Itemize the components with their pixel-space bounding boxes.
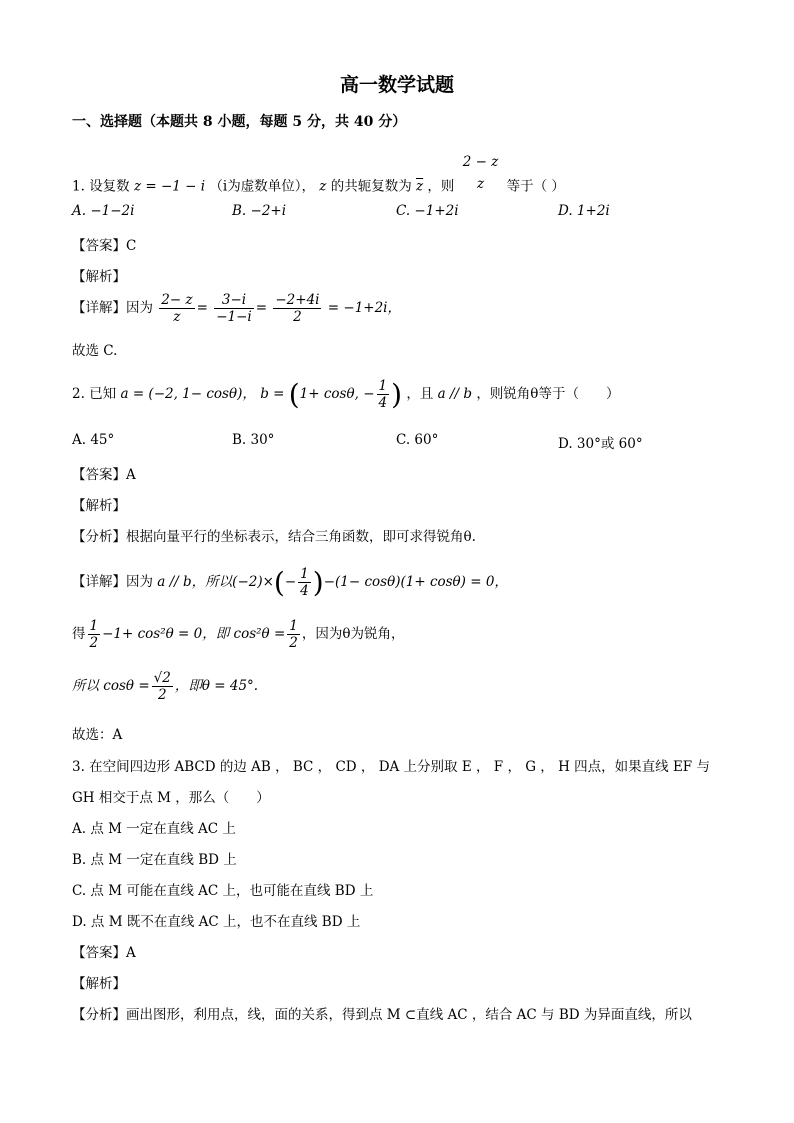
paren-close: ) [312,566,324,599]
q2-b-close: ) [391,378,403,411]
answer-value: A [126,945,136,961]
q2-step2-frac-2: $\frac{1}{2}$ [289,618,298,651]
q1-fraction [461,154,501,192]
q3-line-1: 3. 在空间四边形 ABCD 的边 AB ， BC ， CD ， DA 上分别取 E ， F ， G ， H 四点，如果直线 EF 与 [72,759,710,775]
q2-detail-line-2 [72,618,405,651]
q2-b-frac: $\frac{1}{4}$ [378,378,388,411]
q3-option-c: C. 点 M 可能在直线 AC 上，也可能在直线 BD 上 [72,883,374,899]
q2-detail-parallel: a // b [157,574,192,590]
q1-option-b: B. −2+i [232,203,287,219]
q2-detail-b: ，所以(−2)× [191,574,274,590]
q2-b-open: ( [288,378,300,411]
q1-detail-frac-3: $\frac{-2+4i}{2}$ [275,292,320,325]
q1-option-a: A. −1−2i [72,203,135,219]
q2-step3-frac: $\frac{√2}{2}$ [153,670,171,703]
q2-fenxi [72,525,476,545]
q2-option-c: C. 60° [396,432,439,448]
q1-detail-frac-2: $\frac{3-i}{-1-i}$ [216,292,252,325]
q2-step2-frac-1: $\frac{1}{2}$ [89,618,99,651]
q1-frac-den: z [476,176,485,192]
page-title: 高一数学试题 [339,74,454,96]
q3-option-d: D. 点 M 既不在直线 AC 上，也不在直线 BD 上 [72,914,361,930]
q3-line-2: GH 相交于点 M ，那么（ ） [72,790,270,806]
q1-text-b: （i为虚数单位）， [209,178,315,195]
question-2 [72,378,619,411]
q1-text-a: 设复数 [89,178,130,195]
q2-options [72,432,722,452]
q1-z: z [319,178,327,195]
q2-text-b: ，且 [406,386,434,402]
fenxi-text: 根据向量平行的坐标表示，结合三角函数，即可求得锐角θ. [126,529,476,545]
q2-detail-line-3 [72,670,258,703]
question-1 [72,154,565,206]
q3-answer [72,941,136,961]
q1-analysis-label: 【解析】 [72,269,126,285]
detail-text: 因为 [126,300,153,316]
q2-analysis-label: 【解析】 [72,498,126,514]
q1-detail: 【详解】因为 $\frac{2- z}{z}$ = $\frac{3-i}{-1-i}$ = $\frac{-2+4i}{2}$ = −1+2i， [72,292,402,325]
q1-conclusion: 故选 C. [72,343,118,359]
answer-label: 【答案】 [72,945,126,961]
q2-answer [72,463,136,483]
fenxi-text: 画出图形，利用点，线，面的关系，得到点 M ⊂直线 AC ，结合 AC 与 BD 为异面直线，所以 [126,1007,692,1023]
q1-option-c: C. −1+2i [396,203,459,219]
q1-detail-end: = −1+2i， [327,300,402,316]
q1-number: 1. [72,178,85,195]
q3-fenxi [72,1003,692,1023]
q2-text-c: ，则锐角θ等于（ ） [476,386,620,402]
fenxi-label: 【分析】 [72,1007,126,1023]
q2-text-a: 已知 [89,386,117,402]
answer-label: 【答案】 [72,467,126,483]
q2-a-expr: a = (−2, 1− cosθ)， [120,386,256,402]
q1-frac-num: 2 − z [462,154,499,170]
q2-detail-c: −(1− cosθ)(1+ cosθ) = 0， [323,574,508,590]
q2-step3-a: 所以 cosθ = [72,678,150,694]
q2-b-pre: b = [260,386,285,402]
q2-step2-b: −1+ cos²θ = 0，即 cos²θ = [102,626,286,642]
q1-z-eq: z = −1 − i [133,178,206,195]
q2-parallel: a // b [437,386,473,402]
q2-step2-c: ，因为θ为锐角， [301,626,405,642]
section-heading: 一、选择题（本题共 8 小题，每题 5 分，共 40 分） [72,114,407,130]
q2-detail-frac: $\frac{1}{4}$ [300,566,309,599]
paren-open: ( [273,566,285,599]
q1-option-d: D. 1+2i [558,203,610,219]
step2-text: 得 [72,626,86,642]
q1-zbar: $\overline{z}$ [416,178,424,195]
answer-label: 【答案】 [72,238,126,254]
q1-options [72,203,722,223]
q1-text-d: ，则 [427,178,455,195]
q1-text-c: 的共轭复数为 [330,178,412,195]
detail-text: 因为 [126,574,153,590]
q1-text-e: 等于（ ） [506,178,565,195]
q2-b-inner: 1+ cosθ, − [299,386,375,402]
q2-number: 2. [72,386,85,402]
q2-detail-line-1: 【详解】因为 a // b，所以(−2)×(− $\frac{1}{4}$ )−(1− cosθ)(1+ cosθ) = 0， [72,566,508,599]
q2-option-d: D. 30°或 60° [558,436,643,452]
q2-step3-b: ，即θ = 45°. [174,678,259,694]
detail-label: 【详解】 [72,300,126,316]
fenxi-label: 【分析】 [72,529,126,545]
q1-answer [72,234,136,254]
q3-analysis-label: 【解析】 [72,976,126,992]
q2-conclusion: 故选：A [72,727,123,743]
q2-option-b: B. 30° [232,432,275,448]
q2-option-a: A. 45° [72,432,115,448]
answer-value: C [126,238,137,254]
detail-label: 【详解】 [72,574,126,590]
q3-option-a: A. 点 M 一定在直线 AC 上 [72,821,236,837]
answer-value: A [126,467,136,483]
q1-detail-frac-1: $\frac{2- z}{z}$ [161,292,193,325]
q3-option-b: B. 点 M 一定在直线 BD 上 [72,852,237,868]
